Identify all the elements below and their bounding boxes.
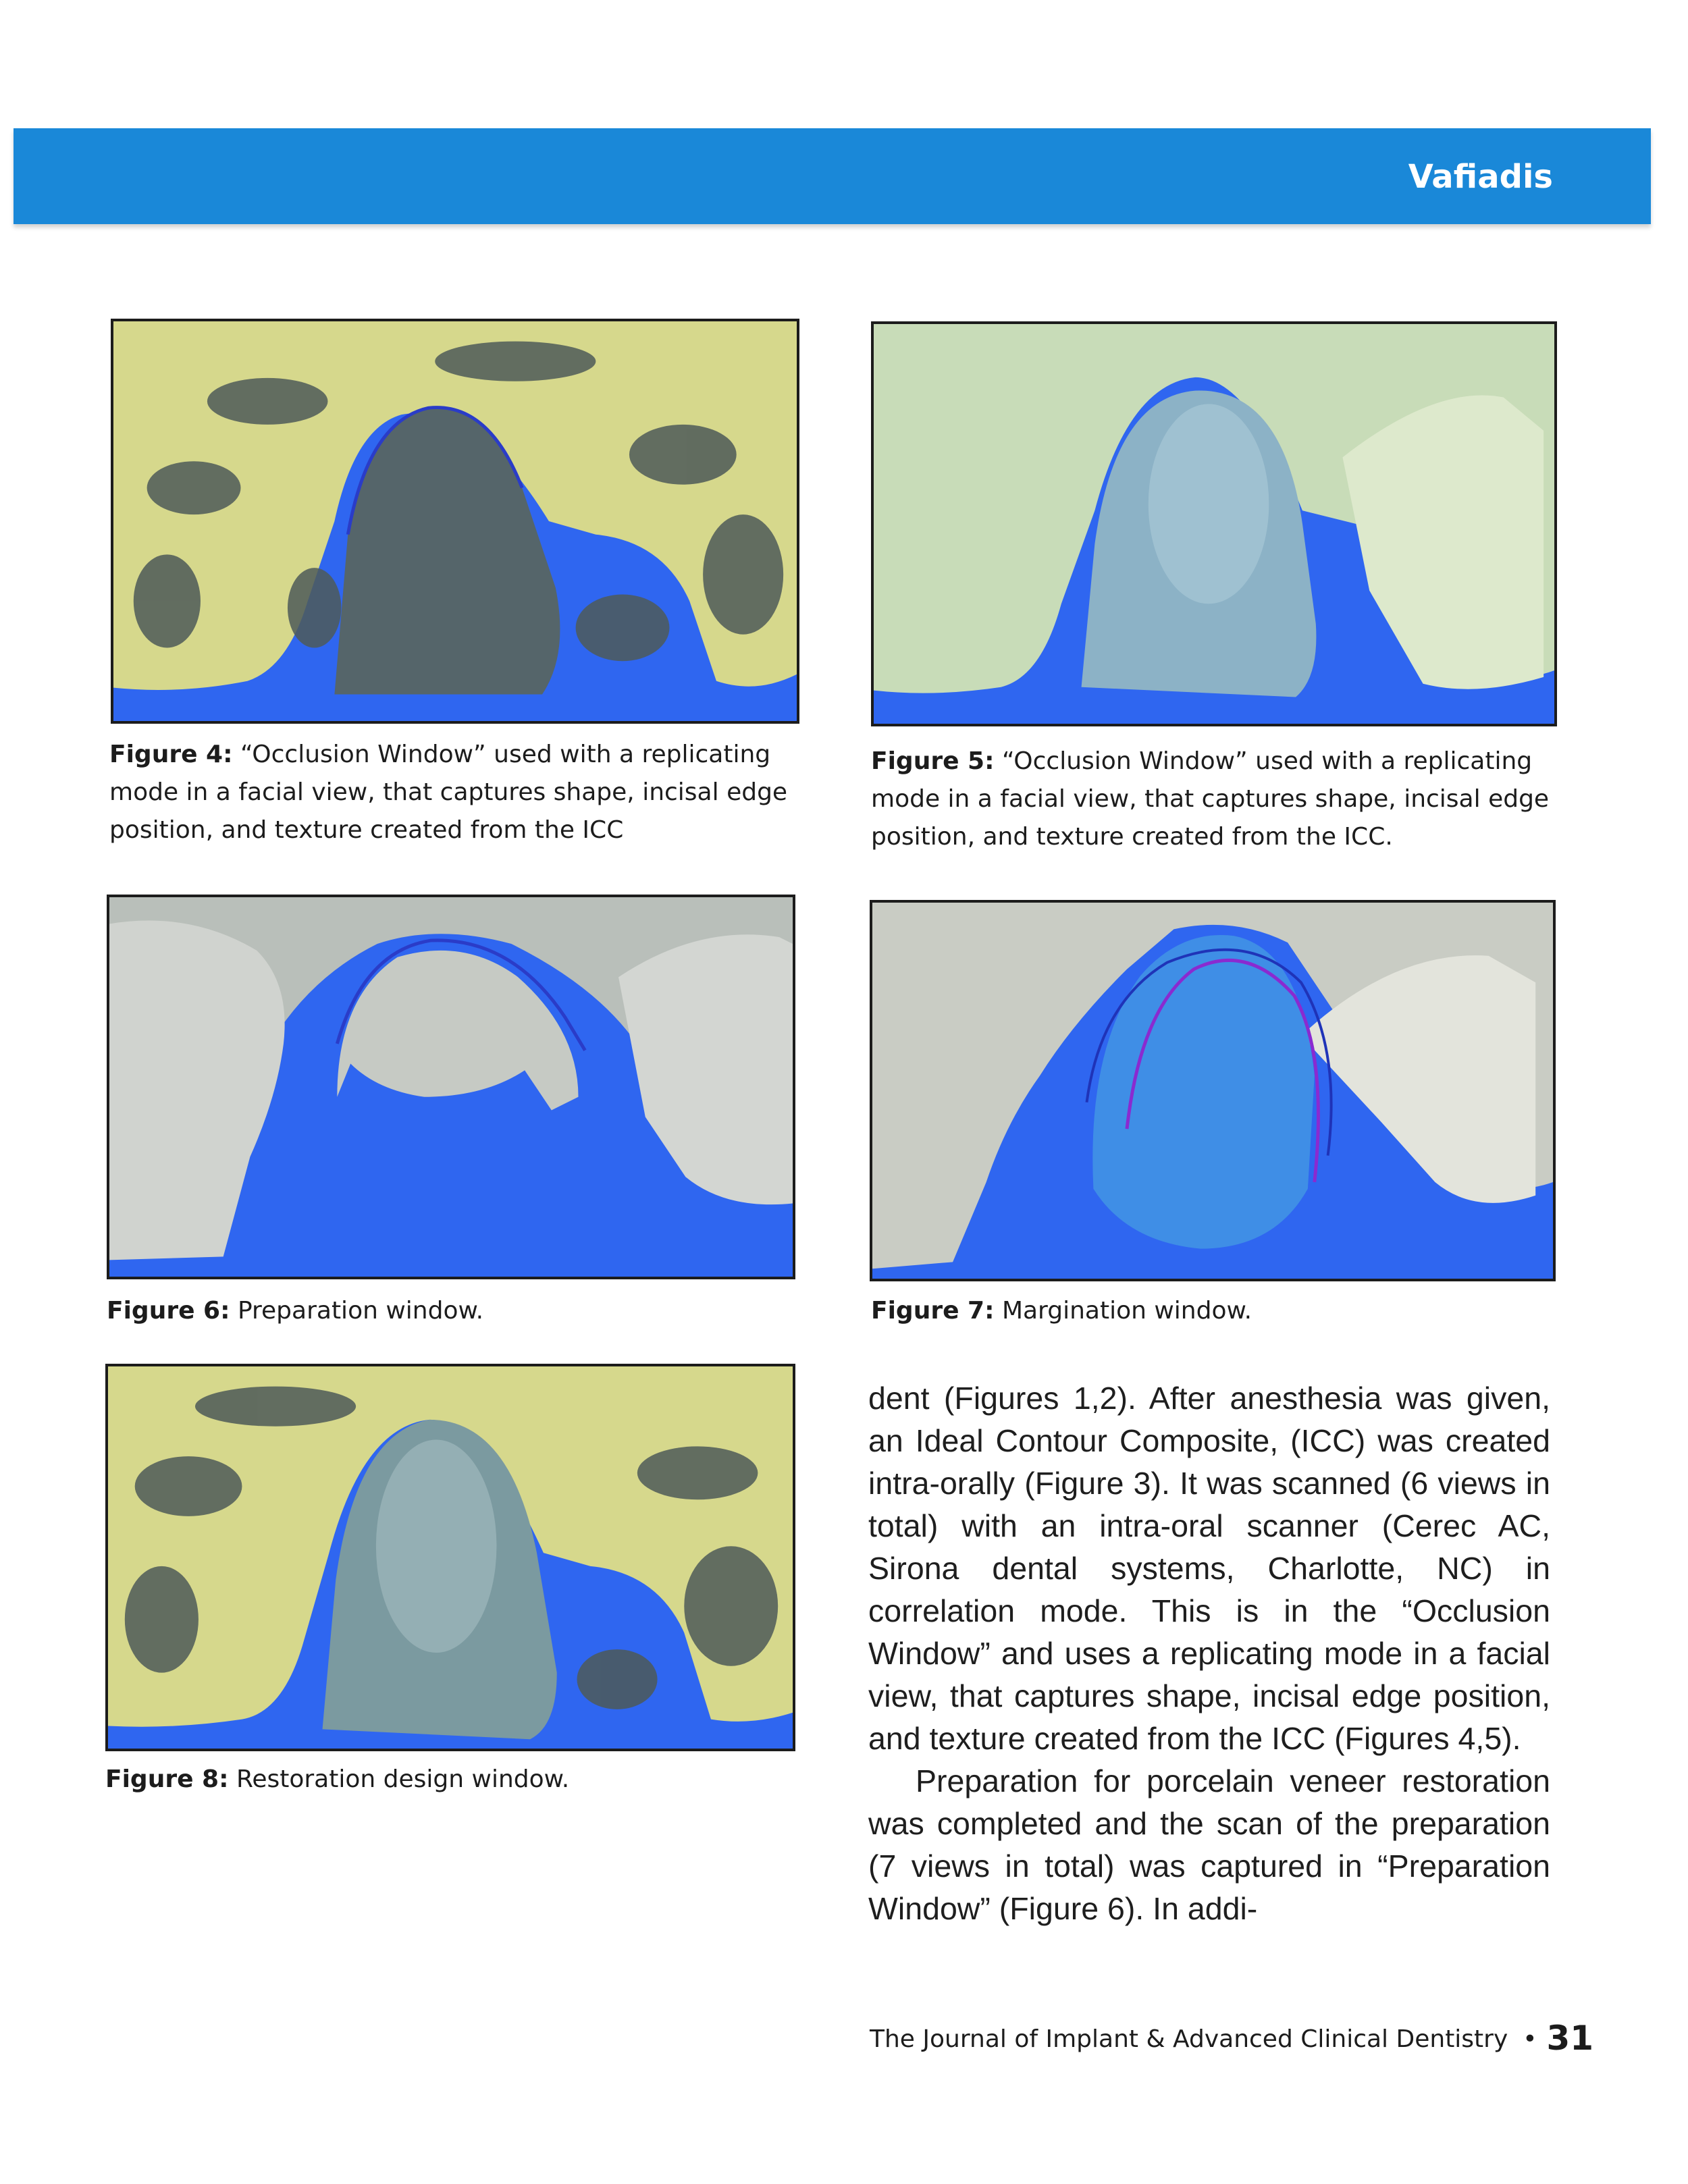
- footer-bullet: •: [1523, 2025, 1537, 2053]
- body-paragraph-2: Preparation for porcelain veneer restoration was completed and the scan of the preparation (7 views in total) was captured in “Preparation Window” (Figure 6). In addi-: [868, 1763, 1550, 1926]
- figure-4-caption: [109, 736, 812, 849]
- figure-4-caption-text: “Occlusion Window” used with a replicating mode in a facial view, that captures shape, incisal edge position, and texture created from the ICC: [109, 741, 788, 844]
- figure-4-image: [111, 319, 799, 724]
- figure-7-label: Figure 7:: [871, 1297, 995, 1325]
- page-number: 31: [1546, 2019, 1594, 2058]
- header-author: Vafiadis: [1408, 158, 1553, 196]
- figure-6-label: Figure 6:: [107, 1297, 230, 1325]
- figure-4-label: Figure 4:: [109, 741, 233, 768]
- header-band: [14, 128, 1651, 224]
- figure-6-image: [107, 895, 795, 1279]
- figure-8-image: [105, 1364, 795, 1751]
- figure-7-caption: [871, 1292, 1573, 1330]
- figure-5-caption: [871, 743, 1573, 856]
- journal-name: The Journal of Implant & Advanced Clinical Dentistry: [870, 2025, 1508, 2053]
- figure-6-caption: [107, 1292, 809, 1330]
- footer: [870, 2019, 1594, 2058]
- figure-8-label: Figure 8:: [105, 1765, 229, 1793]
- body-text: [868, 1377, 1550, 1930]
- figure-8-caption-text: Restoration design window.: [236, 1765, 570, 1793]
- figure-6-caption-text: Preparation window.: [237, 1297, 484, 1325]
- figure-5-caption-text: “Occlusion Window” used with a replicating mode in a facial view, that captures shape, incisal edge position, and texture created from the ICC.: [871, 747, 1550, 851]
- figure-5-image: [871, 321, 1557, 726]
- body-paragraph-1: dent (Figures 1,2). After anesthesia was given, an Ideal Contour Composite, (ICC) was created intra-orally (Figure 3). It was scanned (6 views in total) with an intra-oral scanner (Cerec AC, Sirona dental systems, Charlotte, NC) in correlation mode. This is in the “Occlusion Window” and uses a replicating mode in a facial view, that captures shape, incisal edge position, and texture created from the ICC (Figures 4,5).: [868, 1381, 1550, 1756]
- figure-8-caption: [105, 1761, 808, 1799]
- figure-7-caption-text: Margination window.: [1001, 1297, 1252, 1325]
- figure-5-label: Figure 5:: [871, 747, 995, 775]
- figure-7-image: [870, 900, 1556, 1281]
